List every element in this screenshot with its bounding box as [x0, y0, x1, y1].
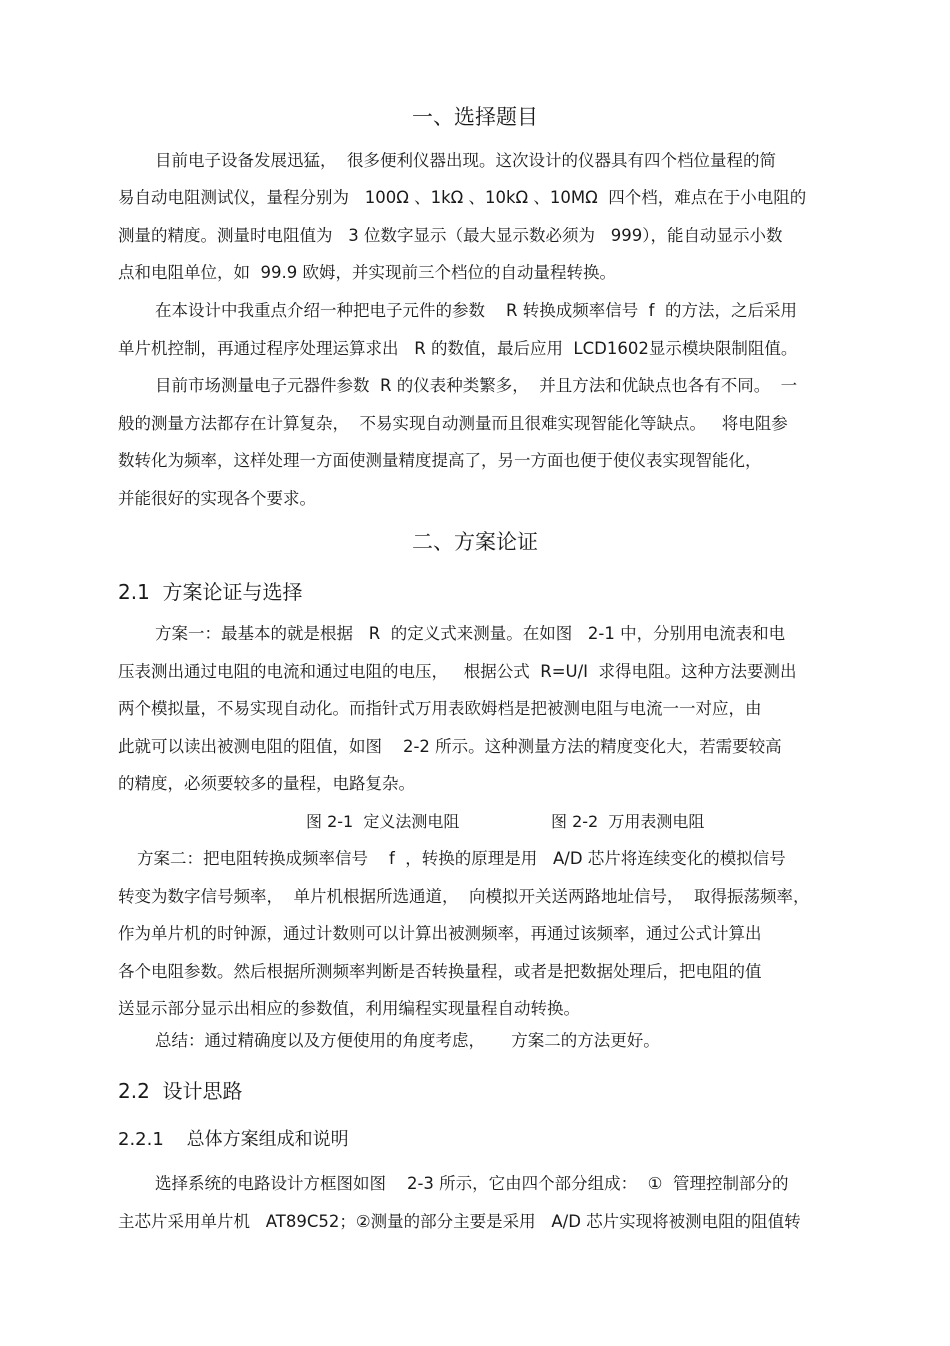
s2-2-1-p1-line-2: 主芯片采用单片机 AT89C52；②测量的部分主要是采用 A/D 芯片实现将被测电阻的阻值转: [118, 1212, 801, 1231]
s2-1-p1-line-3: 两个模拟量，不易实现自动化。而指针式万用表欧姆档是把被测电阻与电流一一对应，由: [118, 699, 762, 718]
s1-p1-line-4: 点和电阻单位，如 99.9 欧姆，并实现前三个档位的自动量程转换。: [118, 263, 616, 282]
s2-1-p1-line-1: 方案一：最基本的就是根据 R 的定义式来测量。在如图 2-1 中，分别用电流表和电: [155, 624, 786, 643]
s1-p3-line-3: 数转化为频率，这样处理一方面使测量精度提高了，另一方面也便于使仪表实现智能化，: [118, 451, 762, 470]
s1-p2-line-2: 单片机控制，再通过程序处理运算求出 R 的数值，最后应用 LCD1602显示模块限制阻值。: [118, 339, 798, 358]
section-2-title: 二、方案论证: [412, 530, 538, 554]
s1-p1-line-3: 测量的精度。测量时电阻值为 3 位数字显示（最大显示数必须为 999），能自动显示小数: [118, 226, 783, 245]
s2-1-p2-line-2: 转变为数字信号频率， 单片机根据所选通道， 向模拟开关送两路地址信号， 取得振荡频率，: [118, 887, 810, 906]
section-1-title: 一、选择题目: [412, 105, 538, 129]
s1-p3-line-4: 并能很好的实现各个要求。: [118, 489, 316, 508]
heading-2-2-1: 2.2.1 总体方案组成和说明: [118, 1129, 349, 1150]
s1-p2-line-1: 在本设计中我重点介绍一种把电子元件的参数 R 转换成频率信号 f 的方法，之后采用: [155, 301, 797, 320]
s1-p1-line-1: 目前电子设备发展迅猛， 很多便利仪器出现。这次设计的仪器具有四个档位量程的简: [155, 151, 776, 170]
s2-1-summary: 总结：通过精确度以及方便使用的角度考虑， 方案二的方法更好。: [155, 1031, 660, 1050]
s2-1-p1-line-4: 此就可以读出被测电阻的阻值，如图 2-2 所示。这种测量方法的精度变化大，若需要较高: [118, 737, 782, 756]
s2-2-1-p1-line-1: 选择系统的电路设计方框图如图 2-3 所示，它由四个部分组成： ① 管理控制部分的: [155, 1174, 789, 1193]
heading-2-1: 2.1 方案论证与选择: [118, 580, 303, 604]
heading-2-2: 2.2 设计思路: [118, 1079, 243, 1103]
s1-p1-line-2: 易自动电阻测试仪，量程分别为 100Ω 、1kΩ 、10kΩ 、10MΩ 四个档，难点在于小电阻的: [118, 188, 807, 207]
figure-caption-2-1: 图 2-1 定义法测电阻: [306, 812, 460, 831]
figure-caption-2-2: 图 2-2 万用表测电阻: [551, 812, 705, 831]
s2-1-p2-line-5: 送显示部分显示出相应的参数值，利用编程实现量程自动转换。: [118, 999, 580, 1018]
s2-1-p1-line-2: 压表测出通过电阻的电流和通过电阻的电压， 根据公式 R=U/I 求得电阻。这种方法要测出: [118, 662, 797, 681]
s1-p3-line-2: 般的测量方法都存在计算复杂， 不易实现自动测量而且很难实现智能化等缺点。 将电阻参: [118, 414, 788, 433]
s1-p3-line-1: 目前市场测量电子元器件参数 R 的仪表种类繁多， 并且方法和优缺点也各有不同。 一: [155, 376, 798, 395]
s2-1-p2-line-1: 方案二：把电阻转换成频率信号 f ，转换的原理是用 A/D 芯片将连续变化的模拟信号: [137, 849, 786, 868]
s2-1-p2-line-4: 各个电阻参数。然后根据所测频率判断是否转换量程，或者是把数据处理后，把电阻的值: [118, 962, 762, 981]
s2-1-p1-line-5: 的精度，必须要较多的量程，电路复杂。: [118, 774, 415, 793]
s2-1-p2-line-3: 作为单片机的时钟源，通过计数则可以计算出被测频率，再通过该频率，通过公式计算出: [118, 924, 762, 943]
